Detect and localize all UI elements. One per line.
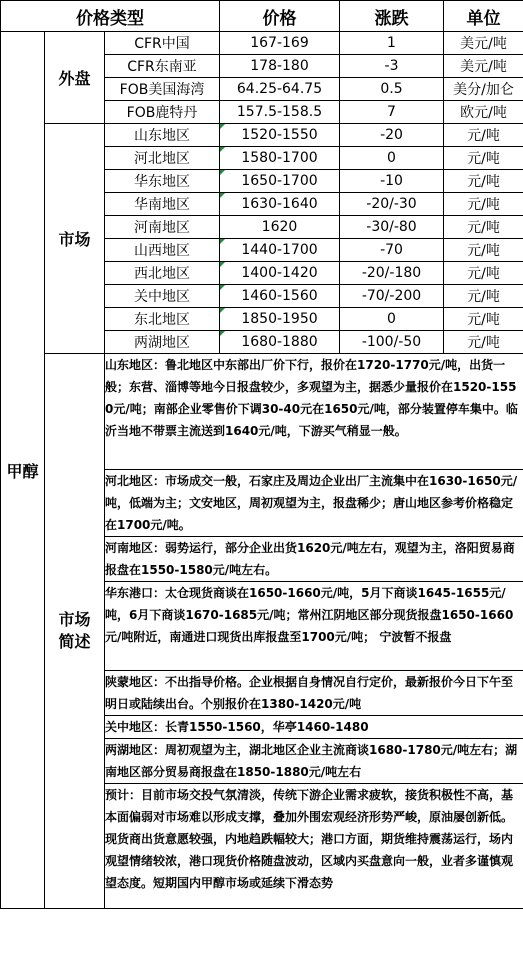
row-label: 两湖地区 [105, 331, 220, 354]
row-change: 0 [340, 147, 444, 170]
row-change: -30/-80 [340, 216, 444, 239]
row-label: 河南地区 [105, 216, 220, 239]
group-outer: 外盘 [45, 32, 105, 124]
row-label: 西北地区 [105, 262, 220, 285]
table-row [1, 124, 523, 147]
row-price: 157.5-158.5 [220, 101, 340, 124]
row-unit: 元/吨 [444, 147, 523, 170]
row-unit: 元/吨 [444, 239, 523, 262]
row-label: 华南地区 [105, 193, 220, 216]
row-unit: 元/吨 [444, 285, 523, 308]
group-summary [45, 354, 105, 909]
row-price: 1680-1880 [220, 331, 340, 354]
row-change: -20 [340, 124, 444, 147]
row-label: CFR中国 [105, 32, 220, 55]
row-price: 64.25-64.75 [220, 78, 340, 101]
header-change: 涨跌 [340, 1, 444, 32]
row-unit: 元/吨 [444, 308, 523, 331]
row-label: 山西地区 [105, 239, 220, 262]
group-summary-label: 市场简述 [58, 610, 91, 651]
note-shandong: 山东地区：鲁北地区中东部出厂价下行，报价在1720-1770元/吨，出货一般；东营、淄博等地今日报盘较少，多观望为主，据悉少量报价在1520-1550元/吨；南部企业零售价下调30-40元在1650元/吨，部分装置停车集中。临沂当地不带票主流送到1640元/吨，下游买气稍显一般。 [105, 354, 523, 470]
row-label: FOB鹿特丹 [105, 101, 220, 124]
row-price: 167-169 [220, 32, 340, 55]
row-price: 1650-1700 [220, 170, 340, 193]
row-unit: 美分/加仑 [444, 78, 523, 101]
row-unit: 元/吨 [444, 262, 523, 285]
row-label: FOB美国海湾 [105, 78, 220, 101]
row-price: 1630-1640 [220, 193, 340, 216]
note-forecast: 预计：目前市场交投气氛清淡，传统下游企业需求疲软，接货积极性不高，基本面偏弱对市场难以形成支撑，叠加外围宏观经济形势严峻，原油屡创新低。现货商出货意愿较强，内地趋跌幅较大；港口方面，期货维持震荡运行，场内观望情绪较浓，港口现货价格随盘波动，区域内买盘意向一般，业者多谨慎观望态度。短期国内甲醇市场或延续下滑态势 [105, 784, 523, 909]
row-unit: 元/吨 [444, 331, 523, 354]
group-market: 市场 [45, 124, 105, 354]
row-unit: 欧元/吨 [444, 101, 523, 124]
row-change: -20/-30 [340, 193, 444, 216]
row-change: -70/-200 [340, 285, 444, 308]
row-change: -70 [340, 239, 444, 262]
row-label: 东北地区 [105, 308, 220, 331]
header-type: 价格类型 [1, 1, 220, 32]
row-label: 华东地区 [105, 170, 220, 193]
row-change: -10 [340, 170, 444, 193]
row-price: 1580-1700 [220, 147, 340, 170]
row-change: 1 [340, 32, 444, 55]
row-label: 关中地区 [105, 285, 220, 308]
row-label: 河北地区 [105, 147, 220, 170]
row-price: 1440-1700 [220, 239, 340, 262]
row-price: 178-180 [220, 55, 340, 78]
table-row [1, 32, 523, 55]
row-unit: 元/吨 [444, 216, 523, 239]
product-label: 甲醇 [1, 32, 45, 909]
row-change: 0.5 [340, 78, 444, 101]
note-henan: 河南地区：弱势运行，部分企业出货1620元/吨左右，观望为主，洛阳贸易商报盘在1550-1580元/吨左右。 [105, 537, 523, 582]
row-label: 山东地区 [105, 124, 220, 147]
row-unit: 元/吨 [444, 124, 523, 147]
row-unit: 美元/吨 [444, 32, 523, 55]
row-unit: 美元/吨 [444, 55, 523, 78]
header-row [1, 1, 523, 32]
note-lianghu: 两湖地区：周初观望为主，湖北地区企业主流商谈1680-1780元/吨左右；湖南地区部分贸易商报盘在1850-1880元/吨左右 [105, 739, 523, 784]
row-change: 7 [340, 101, 444, 124]
row-price: 1520-1550 [220, 124, 340, 147]
note-row [1, 354, 523, 470]
note-hebei: 河北地区：市场成交一般，石家庄及周边企业出厂主流集中在1630-1650元/吨，低端为主；文安地区，周初观望为主，报盘稀少；唐山地区参考价格稳定在1700元/吨。 [105, 470, 523, 537]
row-unit: 元/吨 [444, 193, 523, 216]
row-change: 0 [340, 308, 444, 331]
row-price: 1460-1560 [220, 285, 340, 308]
row-change: -100/-50 [340, 331, 444, 354]
note-east-port: 华东港口：太仓现货商谈在1650-1660元/吨，5月下商谈1645-1655元/吨，6月下商谈1670-1685元/吨；常州江阴地区部分现货报盘1650-1660元/吨附近，南通进口现货出库报盘至1700元/吨； 宁波暂不报盘 [105, 582, 523, 671]
row-label: CFR东南亚 [105, 55, 220, 78]
note-guanzhong: 关中地区：长青1550-1560，华亭1460-1480 [105, 716, 523, 739]
row-change: -3 [340, 55, 444, 78]
header-unit: 单位 [444, 1, 523, 32]
row-change: -20/-180 [340, 262, 444, 285]
note-shaanmeng: 陕蒙地区：不出指导价格。企业根据自身情况自行定价，最新报价今日下午至明日或陆续出台。个别报价在1380-1420元/吨 [105, 671, 523, 716]
row-price: 1400-1420 [220, 262, 340, 285]
row-unit: 元/吨 [444, 170, 523, 193]
row-price: 1850-1950 [220, 308, 340, 331]
row-price: 1620 [220, 216, 340, 239]
header-price: 价格 [220, 1, 340, 32]
